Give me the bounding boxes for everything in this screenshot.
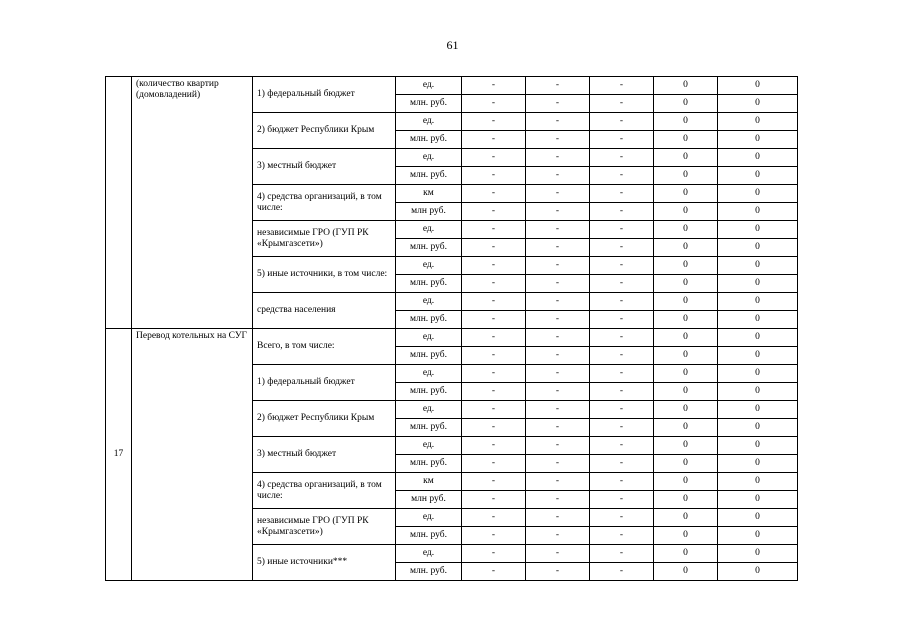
value-cell: - (590, 77, 654, 95)
value-cell: - (590, 401, 654, 419)
funding-source-cell: 1) федеральный бюджет (253, 77, 396, 113)
value-cell: - (526, 365, 590, 383)
funding-source-cell: 3) местный бюджет (253, 149, 396, 185)
value-cell: 0 (718, 293, 798, 311)
funding-source-cell: средства населения (253, 293, 396, 329)
value-cell: 0 (718, 203, 798, 221)
activity-name-cell: (количество квартир (домовладений) (132, 77, 253, 329)
value-cell: - (462, 239, 526, 257)
value-cell: - (526, 329, 590, 347)
value-cell: - (590, 419, 654, 437)
value-cell: - (462, 113, 526, 131)
funding-source-cell: Всего, в том числе: (253, 329, 396, 365)
unit-cell: млн. руб. (396, 419, 462, 437)
value-cell: - (526, 347, 590, 365)
value-cell: 0 (718, 77, 798, 95)
value-cell: 0 (654, 419, 718, 437)
value-cell: 0 (718, 221, 798, 239)
value-cell: - (590, 293, 654, 311)
value-cell: - (526, 167, 590, 185)
value-cell: - (526, 77, 590, 95)
value-cell: 0 (718, 401, 798, 419)
budget-table (105, 76, 798, 581)
value-cell: 0 (718, 131, 798, 149)
value-cell: 0 (718, 545, 798, 563)
value-cell: - (462, 419, 526, 437)
value-cell: 0 (718, 311, 798, 329)
table-row (106, 77, 798, 95)
value-cell: - (462, 77, 526, 95)
value-cell: - (590, 365, 654, 383)
value-cell: 0 (718, 365, 798, 383)
value-cell: 0 (654, 203, 718, 221)
value-cell: 0 (654, 401, 718, 419)
activity-name-cell: Перевод котельных на СУГ (132, 329, 253, 581)
value-cell: - (526, 455, 590, 473)
value-cell: 0 (654, 95, 718, 113)
unit-cell: млн. руб. (396, 383, 462, 401)
value-cell: 0 (654, 347, 718, 365)
unit-cell: ед. (396, 221, 462, 239)
unit-cell: ед. (396, 545, 462, 563)
value-cell: - (462, 347, 526, 365)
unit-cell: млн руб. (396, 203, 462, 221)
unit-cell: млн. руб. (396, 347, 462, 365)
page-number: 61 (446, 38, 459, 52)
value-cell: - (462, 311, 526, 329)
value-cell: - (590, 239, 654, 257)
value-cell: 0 (718, 275, 798, 293)
value-cell: - (590, 221, 654, 239)
value-cell: - (526, 221, 590, 239)
value-cell: - (462, 95, 526, 113)
value-cell: - (462, 293, 526, 311)
value-cell: - (462, 329, 526, 347)
value-cell: 0 (654, 185, 718, 203)
unit-cell: ед. (396, 113, 462, 131)
value-cell: - (526, 545, 590, 563)
value-cell: - (526, 95, 590, 113)
value-cell: - (526, 419, 590, 437)
funding-source-cell: 2) бюджет Республики Крым (253, 113, 396, 149)
value-cell: - (590, 437, 654, 455)
unit-cell: км (396, 185, 462, 203)
value-cell: - (590, 95, 654, 113)
value-cell: 0 (654, 275, 718, 293)
value-cell: - (526, 437, 590, 455)
value-cell: - (526, 509, 590, 527)
value-cell: 0 (654, 149, 718, 167)
value-cell: 0 (654, 491, 718, 509)
unit-cell: ед. (396, 329, 462, 347)
value-cell: 0 (718, 509, 798, 527)
value-cell: - (526, 275, 590, 293)
unit-cell: млн. руб. (396, 527, 462, 545)
value-cell: 0 (654, 77, 718, 95)
value-cell: - (526, 203, 590, 221)
value-cell: - (526, 473, 590, 491)
value-cell: 0 (718, 437, 798, 455)
value-cell: - (462, 473, 526, 491)
value-cell: 0 (718, 473, 798, 491)
unit-cell: ед. (396, 365, 462, 383)
value-cell: - (462, 383, 526, 401)
unit-cell: ед. (396, 77, 462, 95)
value-cell: - (590, 347, 654, 365)
value-cell: 0 (718, 563, 798, 581)
value-cell: 0 (718, 239, 798, 257)
value-cell: - (462, 257, 526, 275)
unit-cell: млн. руб. (396, 239, 462, 257)
value-cell: 0 (718, 527, 798, 545)
value-cell: 0 (654, 221, 718, 239)
value-cell: - (526, 491, 590, 509)
funding-source-cell: 3) местный бюджет (253, 437, 396, 473)
funding-source-cell: 1) федеральный бюджет (253, 365, 396, 401)
funding-source-cell: независимые ГРО (ГУП РК «Крымгазсети») (253, 221, 396, 257)
value-cell: 0 (718, 329, 798, 347)
value-cell: - (590, 329, 654, 347)
funding-source-cell: 4) средства организаций, в том числе: (253, 185, 396, 221)
row-number-cell (106, 77, 132, 329)
value-cell: - (526, 563, 590, 581)
value-cell: - (462, 545, 526, 563)
unit-cell: ед. (396, 149, 462, 167)
value-cell: 0 (654, 563, 718, 581)
value-cell: - (462, 185, 526, 203)
value-cell: - (590, 131, 654, 149)
funding-source-cell: 4) средства организаций, в том числе: (253, 473, 396, 509)
value-cell: - (590, 455, 654, 473)
funding-source-cell: 5) иные источники, в том числе: (253, 257, 396, 293)
unit-cell: ед. (396, 509, 462, 527)
unit-cell: ед. (396, 437, 462, 455)
unit-cell: млн. руб. (396, 563, 462, 581)
unit-cell: ед. (396, 401, 462, 419)
value-cell: - (590, 311, 654, 329)
value-cell: - (462, 131, 526, 149)
value-cell: - (462, 455, 526, 473)
value-cell: 0 (718, 491, 798, 509)
value-cell: - (590, 275, 654, 293)
value-cell: - (526, 293, 590, 311)
value-cell: - (462, 167, 526, 185)
value-cell: 0 (654, 509, 718, 527)
value-cell: - (462, 437, 526, 455)
value-cell: - (590, 563, 654, 581)
value-cell: - (526, 185, 590, 203)
value-cell: 0 (654, 473, 718, 491)
value-cell: - (590, 113, 654, 131)
value-cell: - (590, 203, 654, 221)
row-number-cell: 17 (106, 329, 132, 581)
value-cell: - (590, 509, 654, 527)
unit-cell: млн. руб. (396, 167, 462, 185)
value-cell: - (462, 509, 526, 527)
value-cell: 0 (718, 383, 798, 401)
value-cell: 0 (654, 311, 718, 329)
unit-cell: млн руб. (396, 491, 462, 509)
value-cell: 0 (654, 455, 718, 473)
value-cell: 0 (718, 185, 798, 203)
unit-cell: млн. руб. (396, 131, 462, 149)
funding-source-cell: 2) бюджет Республики Крым (253, 401, 396, 437)
unit-cell: млн. руб. (396, 311, 462, 329)
value-cell: 0 (654, 437, 718, 455)
value-cell: - (590, 257, 654, 275)
value-cell: 0 (654, 383, 718, 401)
value-cell: - (462, 149, 526, 167)
value-cell: - (462, 275, 526, 293)
value-cell: - (526, 257, 590, 275)
value-cell: 0 (654, 167, 718, 185)
unit-cell: ед. (396, 257, 462, 275)
value-cell: - (590, 185, 654, 203)
value-cell: - (526, 401, 590, 419)
value-cell: 0 (718, 167, 798, 185)
unit-cell: млн. руб. (396, 95, 462, 113)
value-cell: - (526, 311, 590, 329)
value-cell: - (462, 221, 526, 239)
value-cell: - (590, 491, 654, 509)
value-cell: 0 (654, 257, 718, 275)
value-cell: 0 (718, 347, 798, 365)
value-cell: 0 (654, 293, 718, 311)
unit-cell: км (396, 473, 462, 491)
value-cell: - (462, 563, 526, 581)
value-cell: 0 (718, 257, 798, 275)
table-row (106, 329, 798, 347)
value-cell: - (590, 167, 654, 185)
unit-cell: млн. руб. (396, 275, 462, 293)
value-cell: - (462, 203, 526, 221)
value-cell: 0 (654, 545, 718, 563)
value-cell: - (590, 527, 654, 545)
value-cell: - (526, 383, 590, 401)
value-cell: 0 (654, 365, 718, 383)
value-cell: 0 (654, 131, 718, 149)
funding-source-cell: независимые ГРО (ГУП РК «Крымгазсети») (253, 509, 396, 545)
value-cell: 0 (718, 113, 798, 131)
value-cell: - (526, 239, 590, 257)
funding-source-cell: 5) иные источники*** (253, 545, 396, 581)
unit-cell: ед. (396, 293, 462, 311)
value-cell: 0 (718, 149, 798, 167)
value-cell: - (590, 473, 654, 491)
value-cell: - (462, 365, 526, 383)
value-cell: 0 (654, 527, 718, 545)
value-cell: - (590, 545, 654, 563)
value-cell: 0 (718, 455, 798, 473)
value-cell: - (590, 149, 654, 167)
value-cell: - (526, 149, 590, 167)
value-cell: - (590, 383, 654, 401)
value-cell: - (462, 491, 526, 509)
value-cell: 0 (718, 95, 798, 113)
value-cell: 0 (654, 329, 718, 347)
table-body (106, 77, 798, 581)
unit-cell: млн. руб. (396, 455, 462, 473)
value-cell: - (526, 527, 590, 545)
value-cell: 0 (718, 419, 798, 437)
value-cell: - (462, 527, 526, 545)
value-cell: - (526, 131, 590, 149)
value-cell: 0 (654, 113, 718, 131)
value-cell: - (526, 113, 590, 131)
value-cell: 0 (654, 239, 718, 257)
value-cell: - (462, 401, 526, 419)
